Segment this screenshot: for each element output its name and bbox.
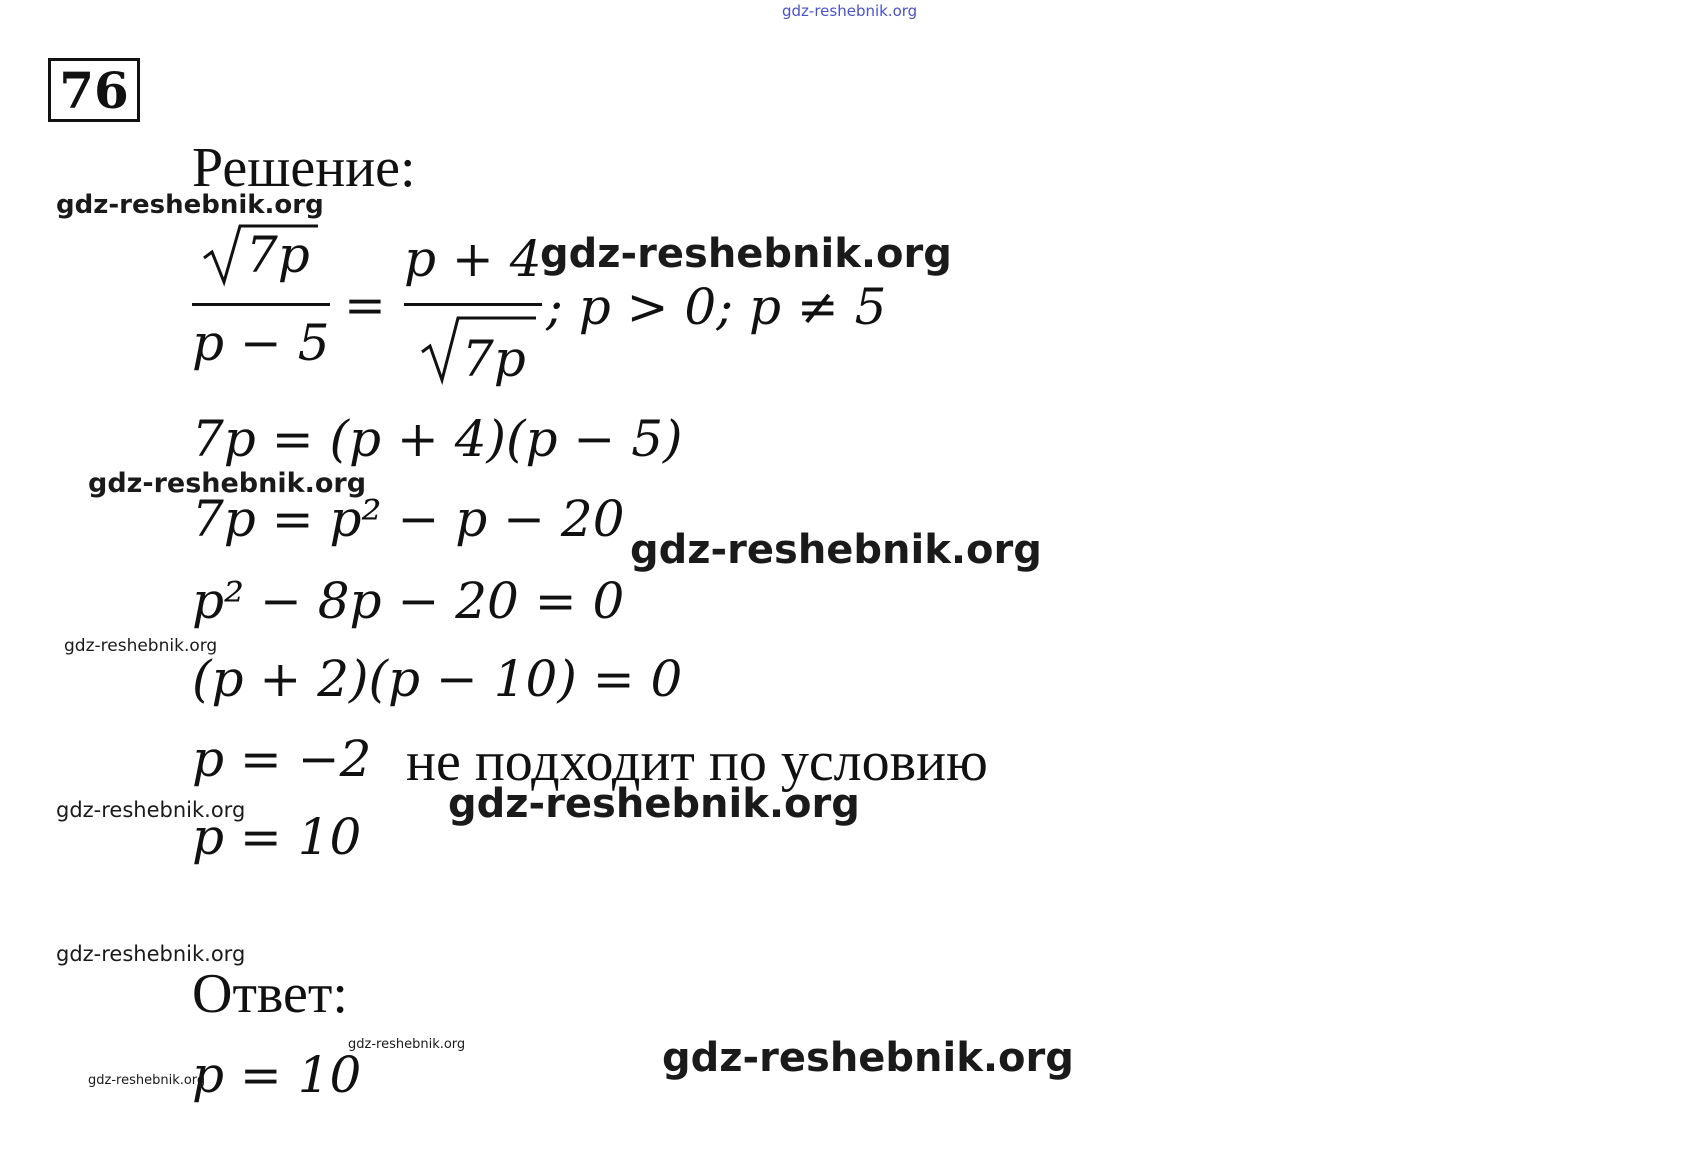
step-3: p² − 8p − 20 = 0 [192, 572, 625, 630]
accepted-root: p = 10 [192, 808, 362, 866]
watermark: gdz-reshebnik.org [448, 781, 860, 827]
solution-label: Решение: [192, 137, 416, 199]
watermark: gdz-reshebnik.org [662, 1035, 1074, 1081]
equals-sign: = [344, 276, 386, 334]
watermark-top: gdz-reshebnik.org [782, 2, 918, 20]
rhs-denominator: 7p [462, 330, 526, 388]
answer-value: p = 10 [192, 1046, 362, 1104]
watermark: gdz-reshebnik.org [88, 468, 367, 499]
step-2: 7p = p² − p − 20 [192, 490, 625, 548]
watermark: gdz-reshebnik.org [56, 798, 246, 822]
rejected-note: не подходит по условию [406, 731, 988, 793]
watermark: gdz-reshebnik.org [88, 1073, 206, 1088]
lhs-denominator: p − 5 [192, 314, 330, 372]
rejected-root: p = −2 [192, 730, 372, 788]
task-number: 76 [48, 58, 140, 122]
lhs-fraction-bar [192, 303, 330, 306]
watermark: gdz-reshebnik.org [348, 1037, 466, 1052]
answer-label: Ответ: [192, 963, 348, 1025]
watermark: gdz-reshebnik.org [56, 942, 246, 966]
watermark: gdz-reshebnik.org [64, 636, 218, 656]
rhs-numerator: p + 4 [404, 230, 542, 288]
watermark: gdz-reshebnik.org [56, 190, 324, 220]
step-1: 7p = (p + 4)(p − 5) [192, 410, 683, 468]
lhs-numerator: 7p [246, 226, 310, 284]
rhs-fraction-bar [404, 303, 542, 306]
watermark: gdz-reshebnik.org [540, 231, 952, 277]
step-4: (p + 2)(p − 10) = 0 [192, 650, 683, 708]
watermark: gdz-reshebnik.org [630, 527, 1042, 573]
conditions: ; p > 0; p ≠ 5 [546, 278, 887, 336]
